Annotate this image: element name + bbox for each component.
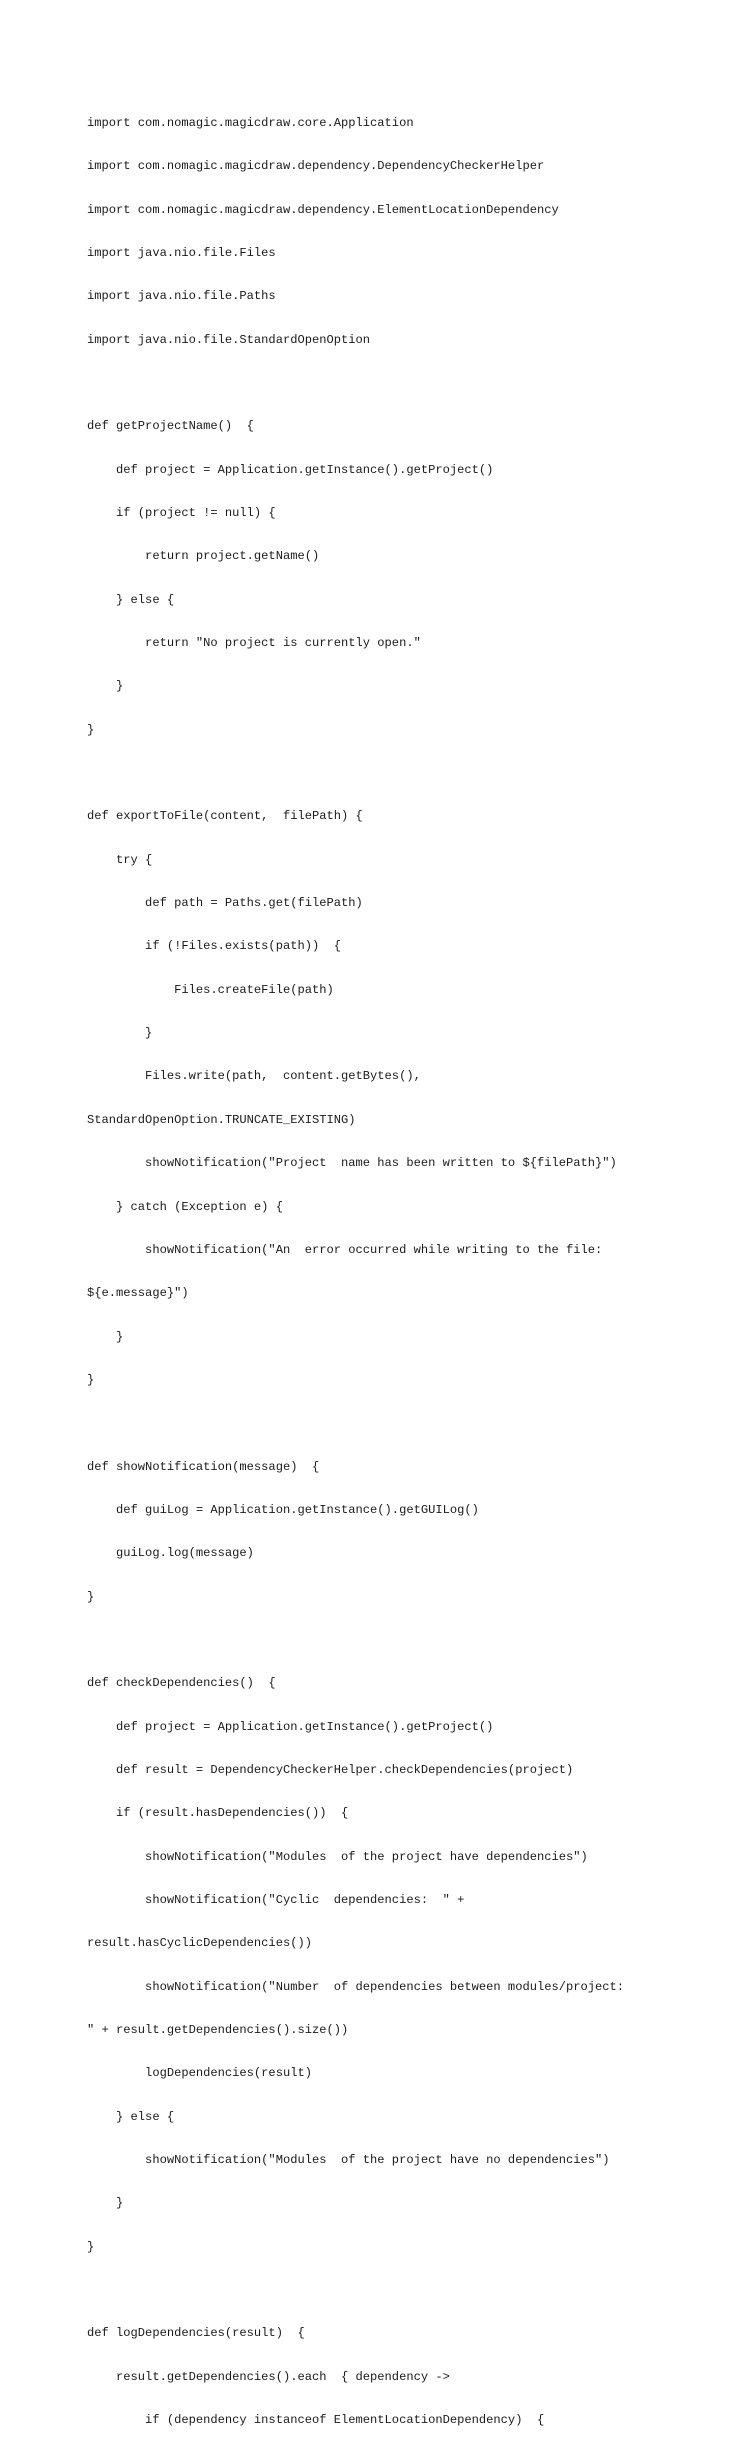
code-line: } bbox=[87, 722, 95, 737]
code-line: " + result.getDependencies().size()) bbox=[87, 2023, 349, 2038]
code-line: } bbox=[87, 2239, 95, 2254]
code-line: } catch (Exception e) { bbox=[87, 1199, 283, 1214]
code-line: return "No project is currently open." bbox=[87, 636, 421, 651]
code-line: def result = DependencyCheckerHelper.checkDependencies(project) bbox=[87, 1762, 574, 1777]
code-line: import java.nio.file.Paths bbox=[87, 289, 276, 304]
code-line: if (!Files.exists(path)) { bbox=[87, 939, 342, 954]
code-line: showNotification("Project name has been written to ${filePath}") bbox=[87, 1156, 617, 1171]
code-line: } else { bbox=[87, 2109, 175, 2124]
code-line: import com.nomagic.magicdraw.core.Application bbox=[87, 115, 414, 130]
code-line: def logDependencies(result) { bbox=[87, 2326, 305, 2341]
code-line: guiLog.log(message) bbox=[87, 1546, 254, 1561]
code-line: if (result.hasDependencies()) { bbox=[87, 1806, 349, 1821]
code-line: } bbox=[87, 1372, 95, 1387]
code-line: } bbox=[87, 679, 124, 694]
code-line: result.hasCyclicDependencies()) bbox=[87, 1936, 312, 1951]
code-line: showNotification("Number of dependencies between modules/project: bbox=[87, 1979, 625, 1994]
code-line: def guiLog = Application.getInstance().getGUILog() bbox=[87, 1502, 479, 1517]
code-line: StandardOpenOption.TRUNCATE_EXISTING) bbox=[87, 1112, 356, 1127]
code-line: import com.nomagic.magicdraw.dependency.ElementLocationDependency bbox=[87, 202, 559, 217]
code-line: } bbox=[87, 1589, 95, 1604]
code-line: import java.nio.file.Files bbox=[87, 245, 276, 260]
code-line: def path = Paths.get(filePath) bbox=[87, 896, 363, 911]
code-line bbox=[87, 2283, 727, 2297]
code-line: def project = Application.getInstance().getProject() bbox=[87, 1719, 494, 1734]
code-line: showNotification("An error occurred while writing to the file: bbox=[87, 1242, 603, 1257]
code-line: showNotification("Modules of the project have no dependencies") bbox=[87, 2153, 610, 2168]
code-line: result.getDependencies().each { dependency -> bbox=[87, 2369, 450, 2384]
code-line: showNotification("Cyclic dependencies: " + bbox=[87, 1893, 465, 1907]
code-block bbox=[87, 87, 727, 2456]
code-line: try { bbox=[87, 852, 153, 867]
code-line bbox=[87, 376, 727, 390]
code-line: def showNotification(message) { bbox=[87, 1459, 320, 1474]
code-line bbox=[87, 766, 727, 780]
code-line: def exportToFile(content, filePath) { bbox=[87, 809, 363, 824]
code-line: def project = Application.getInstance().getProject() bbox=[87, 462, 494, 477]
code-line: } else { bbox=[87, 592, 175, 607]
code-line: } bbox=[87, 1026, 153, 1041]
code-line: import com.nomagic.magicdraw.dependency.DependencyCheckerHelper bbox=[87, 159, 545, 174]
code-line: if (project != null) { bbox=[87, 506, 276, 520]
code-line: Files.createFile(path) bbox=[87, 982, 334, 997]
code-line: def getProjectName() { bbox=[87, 419, 254, 434]
code-line: Files.write(path, content.getBytes(), bbox=[87, 1069, 421, 1084]
code-line: if (dependency instanceof ElementLocationDependency) { bbox=[87, 2413, 545, 2428]
code-line: } bbox=[87, 1329, 124, 1344]
code-line: import java.nio.file.StandardOpenOption bbox=[87, 332, 371, 347]
code-line: showNotification("Modules of the project have dependencies") bbox=[87, 1849, 588, 1864]
code-line: } bbox=[87, 2196, 124, 2211]
code-line bbox=[87, 1633, 727, 1647]
code-line bbox=[87, 1416, 727, 1430]
code-line: def checkDependencies() { bbox=[87, 1676, 276, 1691]
code-line: return project.getName() bbox=[87, 549, 320, 564]
code-line: logDependencies(result) bbox=[87, 2066, 312, 2081]
code-line: ${e.message}") bbox=[87, 1286, 189, 1301]
